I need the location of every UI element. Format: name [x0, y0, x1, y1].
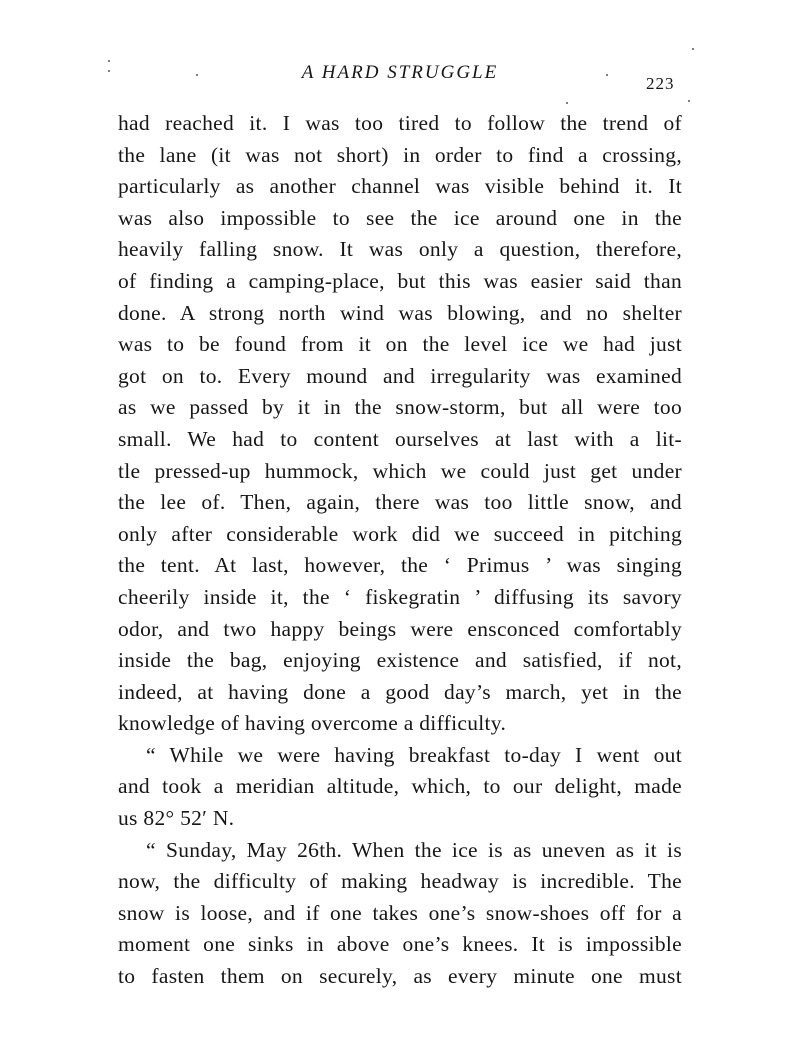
text-line: and took a meridian altitude, which, to our delight, made — [118, 774, 682, 799]
scan-speck — [692, 48, 694, 50]
scan-speck — [196, 74, 198, 76]
text-line: inside the bag, enjoying existence and satisfied, if not, — [118, 648, 682, 673]
running-header — [0, 62, 800, 93]
text-line: the lane (it was not short) in order to find a crossing, — [118, 142, 682, 167]
text-line: the tent. At last, however, the ‘ Primus ’ was singing — [118, 553, 682, 578]
text-line: us 82° 52′ N. — [118, 806, 235, 831]
scan-speck — [108, 60, 110, 62]
text-line: particularly as another channel was visible behind it. It — [118, 174, 682, 199]
text-line: the lee of. Then, again, there was too little snow, and — [118, 490, 682, 515]
text-line: only after considerable work did we succeed in pitching — [118, 521, 682, 546]
text-line: as we passed by it in the snow-storm, but all were too — [118, 395, 682, 420]
scan-speck — [108, 70, 110, 72]
body-text — [118, 108, 682, 993]
text-line: cheerily inside it, the ‘ fiskegratin ’ diffusing its savory — [118, 584, 682, 609]
text-line: had reached it. I was too tired to follow the trend of — [118, 111, 682, 135]
text-line: small. We had to content ourselves at last with a lit- — [118, 426, 682, 451]
text-line: moment one sinks in above one’s knees. It is impossible — [118, 932, 682, 957]
text-line: to fasten them on securely, as every minute one must — [118, 964, 682, 989]
scan-speck — [688, 100, 690, 102]
text-line: of finding a camping-place, but this was easier said than — [118, 268, 682, 293]
text-line: snow is loose, and if one takes one’s snow-shoes off for a — [118, 900, 682, 925]
text-line: was to be found from it on the level ice we had just — [118, 332, 682, 357]
text-line: “ While we were having breakfast to-day I went out — [146, 742, 682, 767]
text-line: odor, and two happy beings were ensconced comfortably — [118, 616, 682, 641]
scan-speck — [566, 102, 568, 104]
scan-speck — [606, 74, 608, 76]
text-line: indeed, at having done a good day’s march, yet in the — [118, 679, 682, 704]
text-line: knowledge of having overcome a difficulty. — [118, 711, 507, 736]
text-line: heavily falling snow. It was only a question, therefore, — [118, 237, 682, 262]
text-line: tle pressed-up hummock, which we could just get under — [118, 458, 682, 483]
text-line: got on to. Every mound and irregularity was examined — [118, 363, 682, 388]
text-line: “ Sunday, May 26th. When the ice is as uneven as it is — [146, 837, 682, 862]
text-line: was also impossible to see the ice around one in the — [118, 205, 682, 230]
text-line: done. A strong north wind was blowing, and no shelter — [118, 300, 682, 325]
text-line: now, the difficulty of making headway is incredible. The — [118, 869, 682, 894]
running-title: A HARD STRUGGLE — [301, 62, 499, 83]
page-number: 223 — [646, 74, 675, 93]
